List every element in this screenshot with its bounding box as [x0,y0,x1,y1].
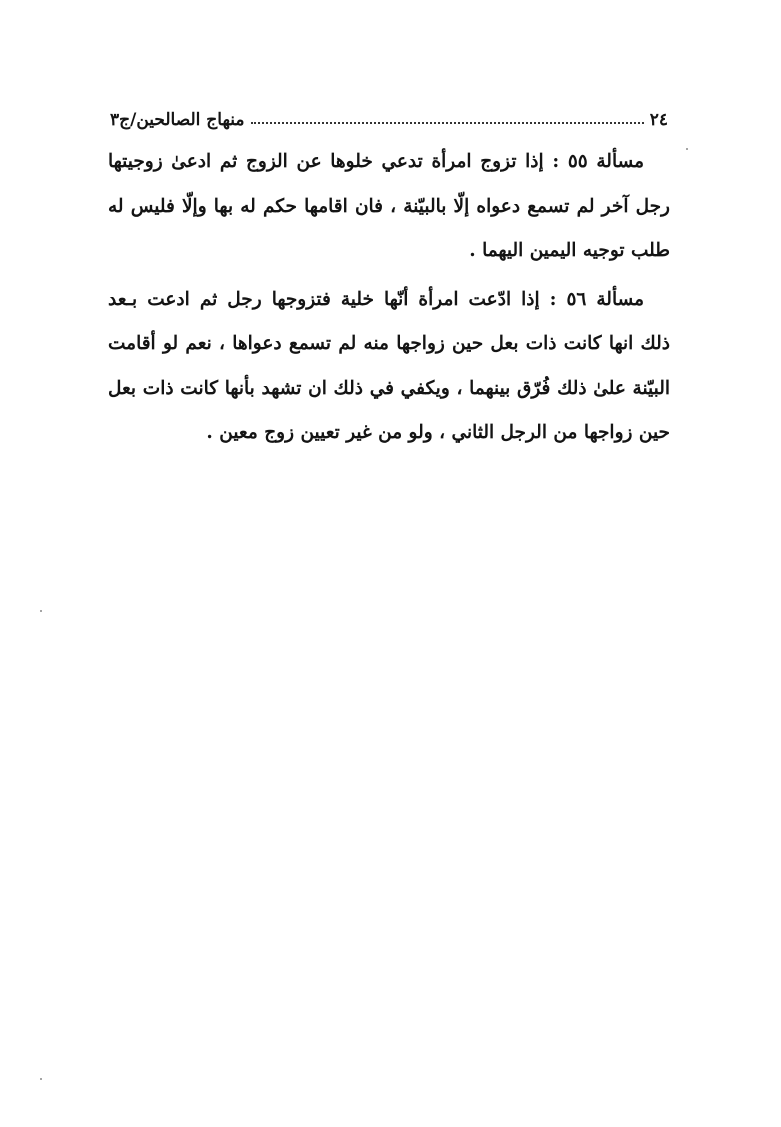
paragraph-56 [108,278,670,456]
scan-speck [686,148,688,150]
leader-dots [251,121,644,124]
page-number: ٢٤ [649,110,668,130]
text-line: مسألة ٥٥ : إذا تزوج امرأة تدعي خلوها عن الزوج ثم ادعىٰ زوجيتها [108,151,644,172]
paragraph-55 [108,140,670,274]
text-line: مسألة ٥٦ : إذا ادّعت امرأة أنّها خلية فتزوجها رجل ثم ادعت بـعد [108,288,644,310]
text-line: ذلك انها كانت ذات بعل حين زواجها منه لم تسمع دعواها ، نعم لو أقامت [108,333,670,354]
text-line: البيّنة علىٰ ذلك فُرّق بينهما ، ويكفي في ذلك ان تشهد بأنها كانت ذات بعل [108,377,670,399]
scan-speck [40,610,42,612]
scan-speck [40,1078,42,1080]
text-line: حين زواجها من الرجل الثاني ، ولو من غير تعيين زوج معين . [206,422,670,443]
text-line: طلب توجيه اليمين اليهما . [469,240,670,261]
running-title: منهاج الصالحين/ج٣ [110,110,245,130]
running-header [110,100,668,130]
text-line: رجل آخر لم تسمع دعواه إلّا بالبيّنة ، فان اقامها حكم له بها وإلّا فليس له [108,195,670,217]
body-text [108,140,670,460]
